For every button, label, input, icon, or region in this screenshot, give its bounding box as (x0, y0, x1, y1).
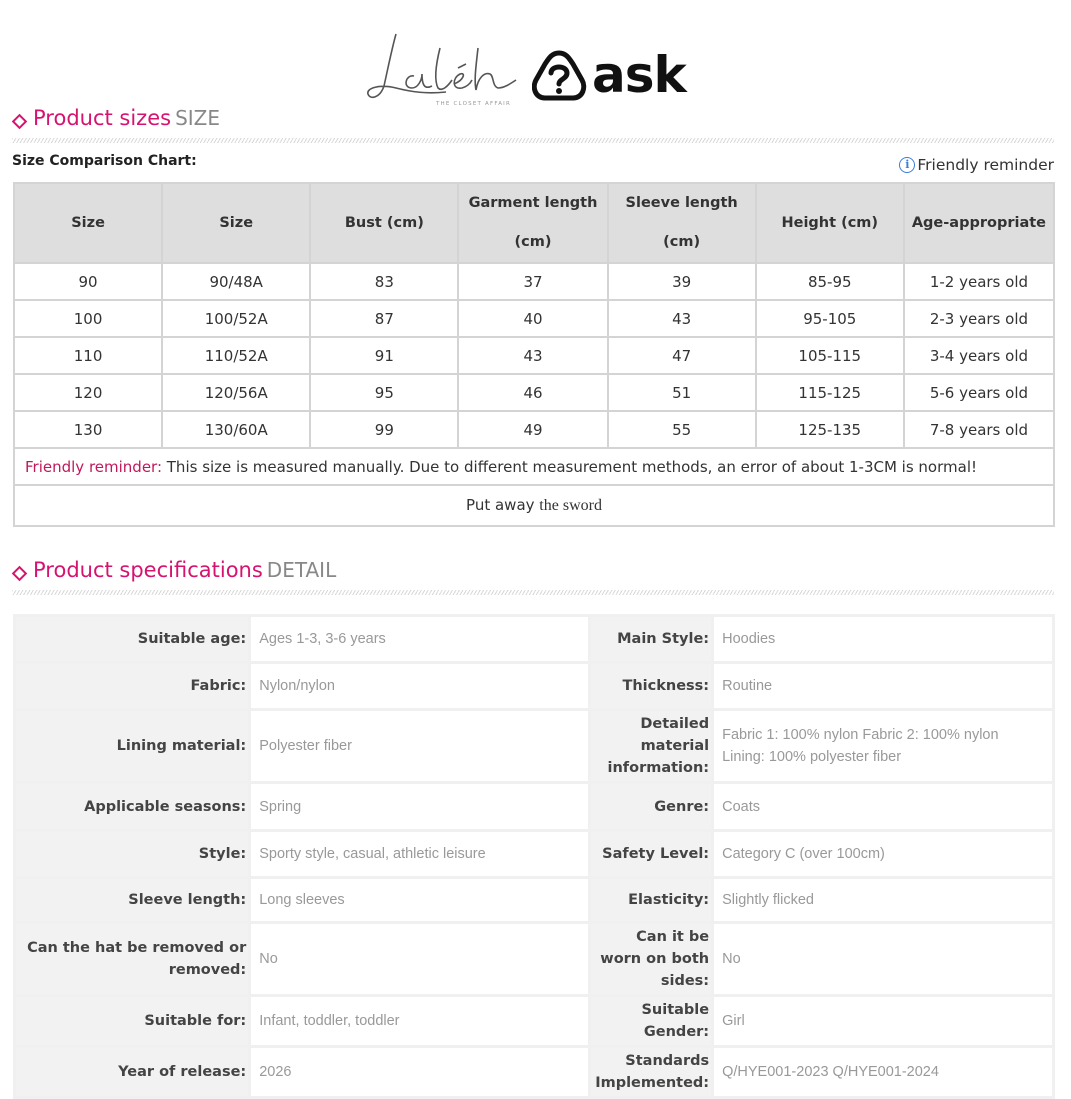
spec-row (15, 996, 1054, 1047)
table-cell: 43 (458, 337, 607, 374)
spec-key: Thickness: (590, 663, 713, 710)
svg-text:ask: ask (592, 50, 686, 104)
spec-key: Applicable seasons: (15, 783, 250, 831)
table-cell: 43 (608, 300, 756, 337)
spec-section-title: Product specifications (33, 558, 263, 582)
spec-key: Suitable Gender: (590, 996, 713, 1047)
spec-row (15, 783, 1054, 831)
friendly-reminder-link[interactable] (899, 156, 1054, 174)
spec-value: Ages 1-3, 3-6 years (250, 616, 590, 663)
table-cell: 87 (310, 300, 458, 337)
spec-value: Nylon/nylon (250, 663, 590, 710)
table-row (14, 300, 1054, 337)
diamond-bullet-icon (12, 566, 28, 582)
spec-value: Sporty style, casual, athletic leisure (250, 831, 590, 878)
header-size: Size (14, 183, 162, 263)
table-cell: 95-105 (756, 300, 904, 337)
spec-key: Standards Implemented: (590, 1047, 713, 1098)
size-chart-caption: Size Comparison Chart: (12, 153, 197, 169)
table-cell: 85-95 (756, 263, 904, 300)
table-cell: 125-135 (756, 411, 904, 448)
table-cell: 120/56A (162, 374, 310, 411)
table-cell: 49 (458, 411, 607, 448)
section-divider (12, 138, 1054, 143)
spec-value: Q/HYE001-2023 Q/HYE001-2024 (713, 1047, 1054, 1098)
spec-value: Spring (250, 783, 590, 831)
table-cell: 1-2 years old (904, 263, 1054, 300)
table-cell: 110/52A (162, 337, 310, 374)
table-cell: 37 (458, 263, 607, 300)
table-cell: 91 (310, 337, 458, 374)
table-cell: 39 (608, 263, 756, 300)
table-cell: 47 (608, 337, 756, 374)
spec-key: Suitable for: (15, 996, 250, 1047)
size-table-header-row (14, 183, 1054, 263)
laleh-logo (366, 28, 526, 108)
table-cell: 51 (608, 374, 756, 411)
spec-value: Fabric 1: 100% nylon Fabric 2: 100% nylon Lining: 100% polyester fiber (713, 710, 1054, 783)
spec-key: Fabric: (15, 663, 250, 710)
table-row (14, 337, 1054, 374)
spec-key: Safety Level: (590, 831, 713, 878)
spec-key: Sleeve length: (15, 878, 250, 923)
brand-logos (366, 28, 706, 108)
size-footer-row (14, 485, 1054, 526)
header-height: Height (cm) (756, 183, 904, 263)
spec-value: Slightly flicked (713, 878, 1054, 923)
table-cell: 120 (14, 374, 162, 411)
spec-value: Polyester fiber (250, 710, 590, 783)
spec-row (15, 831, 1054, 878)
size-footer (14, 485, 1054, 526)
spec-row (15, 1047, 1054, 1098)
table-cell: 90 (14, 263, 162, 300)
spec-row (15, 616, 1054, 663)
spec-key: Detailed material information: (590, 710, 713, 783)
header-age: Age-appropriate (904, 183, 1054, 263)
spec-table (13, 614, 1055, 1099)
header-size-code: Size (162, 183, 310, 263)
spec-value: Long sleeves (250, 878, 590, 923)
table-cell: 40 (458, 300, 607, 337)
spec-value: Hoodies (713, 616, 1054, 663)
spec-key: Style: (15, 831, 250, 878)
spec-key: Can the hat be removed or removed: (15, 923, 250, 996)
spec-key: Genre: (590, 783, 713, 831)
header-sleeve-length: Sleeve length (cm) (608, 183, 756, 263)
footer-text-b: the sword (539, 497, 602, 514)
table-cell: 3-4 years old (904, 337, 1054, 374)
spec-value: 2026 (250, 1047, 590, 1098)
header-garment-length: Garment length (cm) (458, 183, 607, 263)
spec-key: Year of release: (15, 1047, 250, 1098)
spec-row (15, 878, 1054, 923)
spec-key: Suitable age: (15, 616, 250, 663)
table-cell: 5-6 years old (904, 374, 1054, 411)
table-cell: 115-125 (756, 374, 904, 411)
table-cell: 46 (458, 374, 607, 411)
spec-value: Routine (713, 663, 1054, 710)
table-cell: 2-3 years old (904, 300, 1054, 337)
spec-row (15, 710, 1054, 783)
laleh-tagline: THE CLOSET AFFAIR (436, 101, 512, 107)
table-row (14, 411, 1054, 448)
table-row (14, 263, 1054, 300)
spec-row (15, 923, 1054, 996)
sizes-section-header (12, 106, 1054, 136)
table-cell: 95 (310, 374, 458, 411)
spec-value: Coats (713, 783, 1054, 831)
table-cell: 90/48A (162, 263, 310, 300)
table-cell: 83 (310, 263, 458, 300)
diamond-bullet-icon (12, 114, 28, 130)
spec-value: No (713, 923, 1054, 996)
table-row (14, 374, 1054, 411)
spec-key: Lining material: (15, 710, 250, 783)
header-bust: Bust (cm) (310, 183, 458, 263)
spec-key: Can it be worn on both sides: (590, 923, 713, 996)
table-cell: 100 (14, 300, 162, 337)
table-cell: 100/52A (162, 300, 310, 337)
spec-section-header (12, 558, 1054, 588)
table-cell: 105-115 (756, 337, 904, 374)
size-note-text: This size is measured manually. Due to different measurement methods, an error of about 1-3CM is normal! (162, 457, 977, 476)
size-note-row (14, 448, 1054, 485)
size-note-label: Friendly reminder: (25, 457, 162, 476)
spec-key: Elasticity: (590, 878, 713, 923)
spec-value: Infant, toddler, toddler (250, 996, 590, 1047)
spec-row (15, 663, 1054, 710)
size-chart-table (13, 182, 1055, 527)
spec-section-title-en: DETAIL (266, 558, 337, 582)
table-cell: 55 (608, 411, 756, 448)
table-cell: 99 (310, 411, 458, 448)
friendly-reminder-label: Friendly reminder (917, 156, 1054, 174)
table-cell: 7-8 years old (904, 411, 1054, 448)
table-cell: 130 (14, 411, 162, 448)
table-cell: 110 (14, 337, 162, 374)
spec-value: No (250, 923, 590, 996)
size-note (14, 448, 1054, 485)
ask-logo (532, 50, 706, 104)
table-cell: 130/60A (162, 411, 310, 448)
spec-value: Girl (713, 996, 1054, 1047)
sizes-section-title: Product sizes (33, 106, 172, 130)
section-divider (12, 590, 1054, 595)
sizes-section-title-en: SIZE (175, 106, 221, 130)
info-icon: i (899, 157, 915, 173)
spec-key: Main Style: (590, 616, 713, 663)
spec-value: Category C (over 100cm) (713, 831, 1054, 878)
footer-text-a: Put away (466, 496, 535, 514)
